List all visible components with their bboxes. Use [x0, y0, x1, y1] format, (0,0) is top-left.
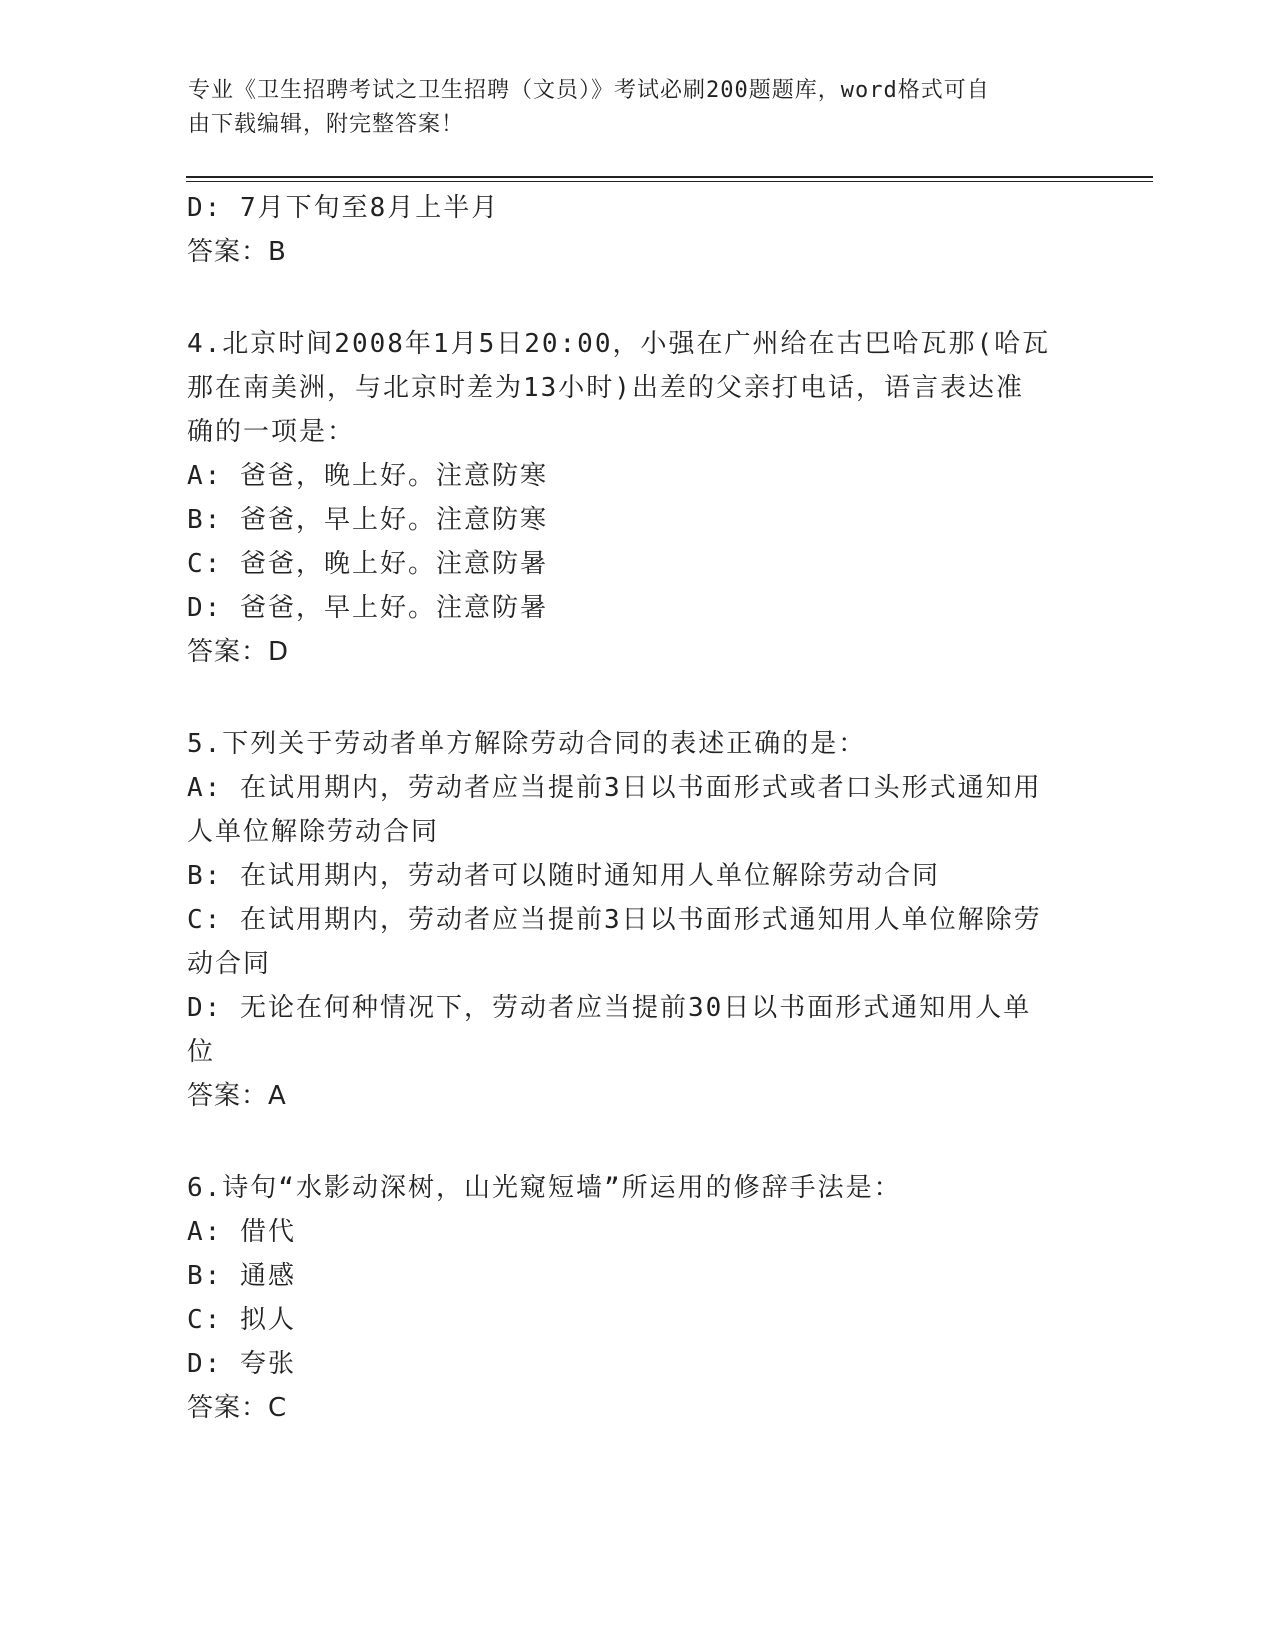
header-line-2: 由下载编辑，附完整答案！	[188, 112, 465, 137]
q6-answer: 答案：C	[187, 1393, 288, 1423]
q5-answer: 答案：A	[187, 1081, 287, 1111]
q3-answer: 答案：B	[187, 237, 287, 267]
q6-stem: 6.诗句“水影动深树，山光窥短墙”所运用的修辞手法是：	[187, 1173, 902, 1203]
q5-option-c-line-1: C: 在试用期内，劳动者应当提前3日以书面形式通知用人单位解除劳	[187, 905, 1042, 935]
q4-option-c: C: 爸爸，晚上好。注意防暑	[187, 549, 548, 579]
q6-option-c: C: 拟人	[187, 1305, 296, 1335]
header-divider-thick	[186, 176, 1153, 178]
q4-option-b: B: 爸爸，早上好。注意防寒	[187, 505, 548, 535]
q4-answer: 答案：D	[187, 637, 290, 667]
header-divider-thin	[186, 181, 1153, 182]
q4-stem-line-2: 那在南美洲，与北京时差为13小时)出差的父亲打电话，语言表达准	[187, 373, 1024, 403]
q4-stem-line-3: 确的一项是：	[187, 417, 356, 447]
header-line-1: 专业《卫生招聘考试之卫生招聘（文员）》考试必刷200题题库，word格式可自	[188, 78, 990, 103]
q5-stem: 5.下列关于劳动者单方解除劳动合同的表述正确的是：	[187, 729, 867, 759]
document-header	[188, 74, 1078, 142]
q5-option-d-line-2: 位	[187, 1037, 216, 1067]
q4-stem-line-1: 4.北京时间2008年1月5日20:00，小强在广州给在古巴哈瓦那(哈瓦	[187, 329, 1051, 359]
q6-option-d: D: 夸张	[187, 1349, 296, 1379]
q5-option-d-line-1: D: 无论在何种情况下，劳动者应当提前30日以书面形式通知用人单	[187, 993, 1032, 1023]
q3-option-d: D: 7月下旬至8月上半月	[187, 193, 500, 223]
q6-option-a: A: 借代	[187, 1217, 296, 1247]
q6-option-b: B: 通感	[187, 1261, 296, 1291]
q4-option-a: A: 爸爸，晚上好。注意防寒	[187, 461, 548, 491]
q5-option-a-line-2: 人单位解除劳动合同	[187, 817, 440, 847]
q5-option-a-line-1: A: 在试用期内，劳动者应当提前3日以书面形式或者口头形式通知用	[187, 773, 1042, 803]
q5-option-b: B: 在试用期内，劳动者可以随时通知用人单位解除劳动合同	[187, 861, 940, 891]
q5-option-c-line-2: 动合同	[187, 949, 272, 979]
q4-option-d: D: 爸爸，早上好。注意防暑	[187, 593, 548, 623]
